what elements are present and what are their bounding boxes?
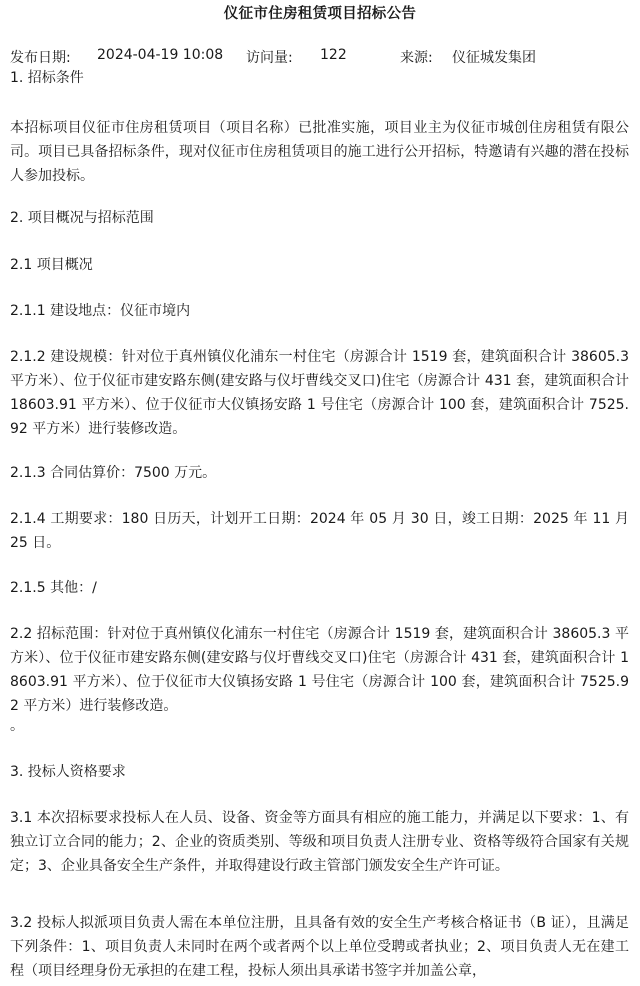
section-2-1-3: 2.1.3 合同估算价：7500 万元。 bbox=[10, 465, 217, 481]
section-2-1-5: 2.1.5 其他：/ bbox=[10, 580, 97, 596]
section-3-heading: 3. 投标人资格要求 bbox=[10, 764, 126, 780]
publish-date-label: 发布日期: bbox=[10, 50, 71, 66]
section-2-1-2: 2.1.2 建设规模：针对位于真州镇仪化浦东一村住宅（房源合计 1519 套，建筑面积合计 38605.3 平方米）、位于仪征市建安路东侧(建安路与仪圩曹线交叉口)住宅（房源合计 431 套，建筑面积合计 18603.91 平方米）、位于仪征市大仪镇扬安路 1 号住宅（房源合计 100 套，建筑面积合计 7525.92 平方米）进行装修改造。 bbox=[10, 349, 629, 437]
section-2-2-tail: 。 bbox=[10, 718, 24, 734]
source-value: 仪征城发集团 bbox=[452, 50, 536, 66]
publish-date-value: 2024-04-19 10:08 bbox=[97, 47, 224, 63]
section-2-heading: 2. 项目概况与招标范围 bbox=[10, 210, 154, 226]
section-1-heading: 1. 招标条件 bbox=[10, 70, 84, 86]
visits-count: 122 bbox=[320, 47, 347, 63]
visits-label: 访问量: bbox=[246, 50, 293, 66]
section-1-body: 本招标项目仪征市住房租赁项目（项目名称）已批准实施，项目业主为仪征市城创住房租赁有限公司。项目已具备招标条件，现对仪征市住房租赁项目的施工进行公开招标，特邀请有兴趣的潜在投标人参加投标。 bbox=[10, 120, 629, 184]
section-3-2: 3.2 投标人拟派项目负责人需在本单位注册，且具备有效的安全生产考核合格证书（B 证），且满足下列条件：1、项目负责人未同时在两个或者两个以上单位受聘或者执业；2、项目负责人无在建工程（项目经理身份无承担的在建工程，投标人须出具承诺书签字并加盖公章， bbox=[10, 915, 629, 979]
meta-bar bbox=[10, 47, 630, 67]
source-label: 来源: bbox=[400, 50, 433, 66]
section-2-1-4: 2.1.4 工期要求：180 日历天，计划开工日期：2024 年 05 月 30 日，竣工日期：2025 年 11 月 25 日。 bbox=[10, 511, 629, 551]
section-2-1-heading: 2.1 项目概况 bbox=[10, 257, 93, 273]
page-title: 仪征市住房租赁项目招标公告 bbox=[223, 6, 417, 22]
section-2-1-1: 2.1.1 建设地点：仪征市境内 bbox=[10, 303, 191, 319]
section-3-1: 3.1 本次招标要求投标人在人员、设备、资金等方面具有相应的施工能力，并满足以下要求：1、有独立订立合同的能力；2、企业的资质类别、等级和项目负责人注册专业、资格等级符合国家有关规定；3、企业具备安全生产条件，并取得建设行政主管部门颁发安全生产许可证。 bbox=[10, 810, 629, 874]
section-2-2: 2.2 招标范围：针对位于真州镇仪化浦东一村住宅（房源合计 1519 套，建筑面积合计 38605.3 平方米）、位于仪征市建安路东侧(建安路与仪圩曹线交叉口)住宅（房源合计 431 套，建筑面积合计 18603.91 平方米）、位于仪征市大仪镇扬安路 1 号住宅（房源合计 100 套，建筑面积合计 7525.92 平方米）进行装修改造。 bbox=[10, 626, 629, 714]
